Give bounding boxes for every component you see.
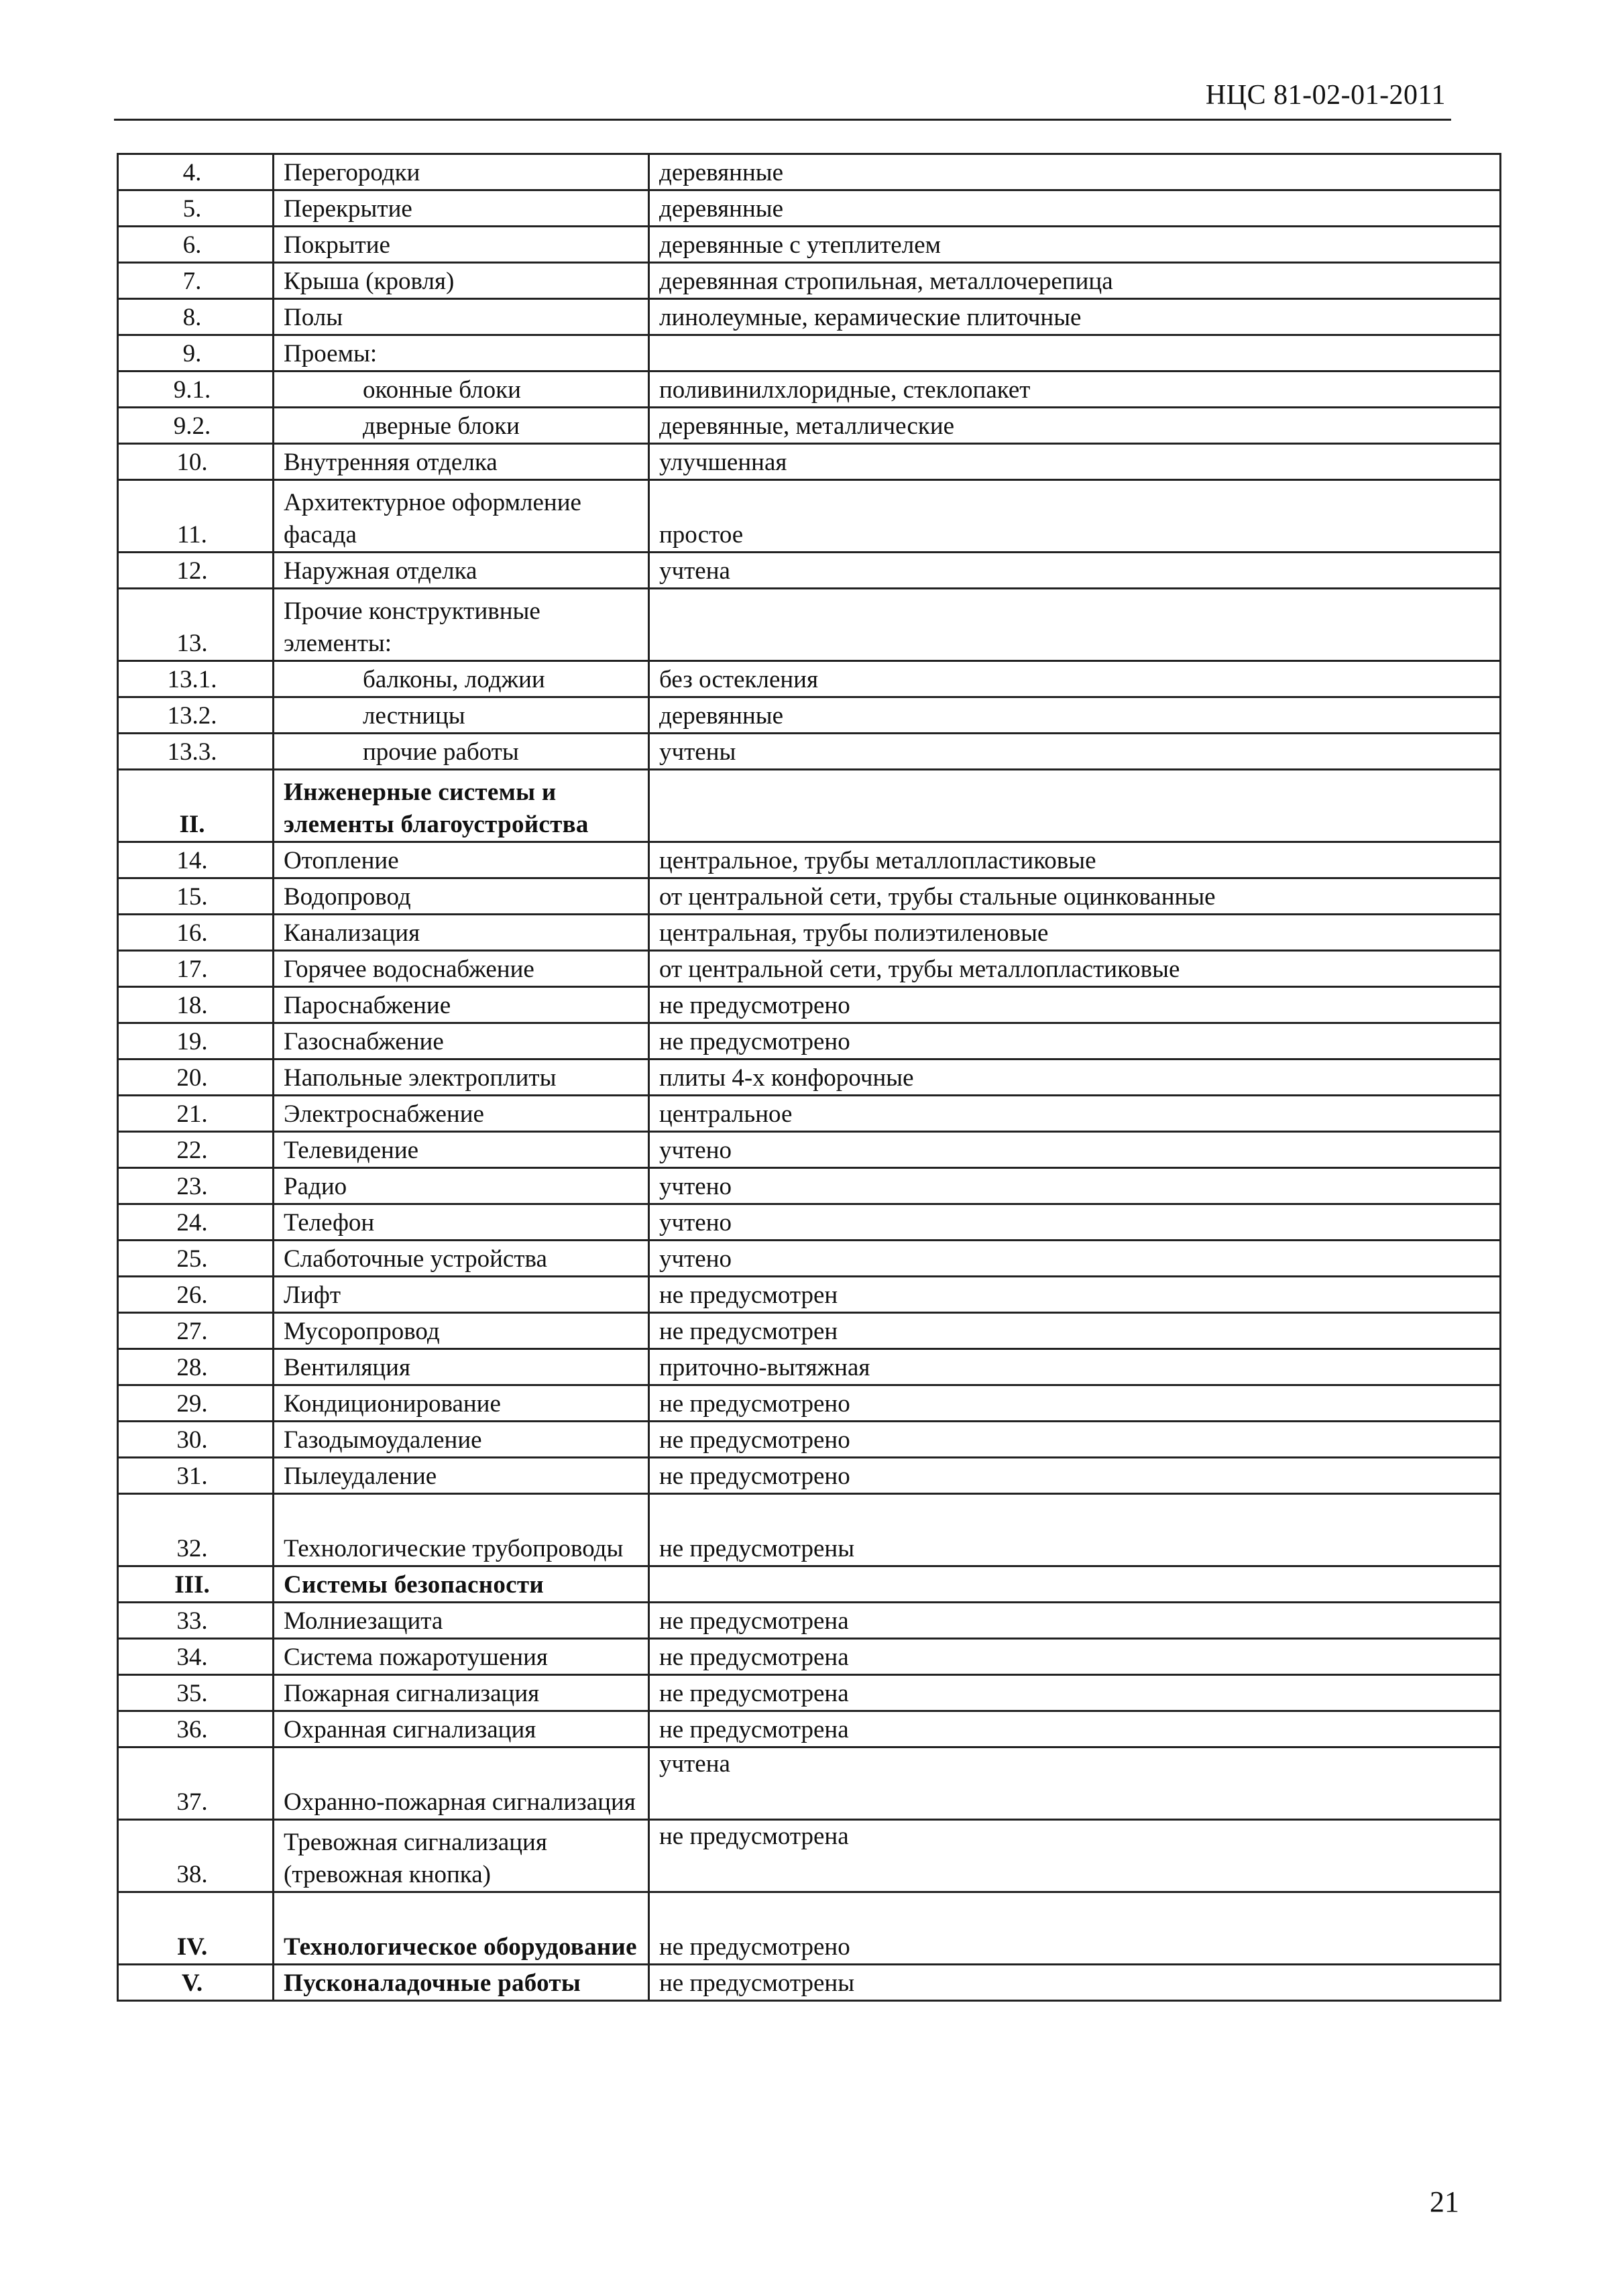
element-value: улучшенная: [649, 444, 1501, 480]
element-name: балконы, лоджии: [274, 661, 649, 697]
row-number: 5.: [118, 190, 274, 227]
element-value: не предусмотрено: [649, 1892, 1501, 1965]
table-row: [118, 1639, 1501, 1675]
element-value: центральная, трубы полиэтиленовые: [649, 915, 1501, 951]
table-row: [118, 1494, 1501, 1566]
element-name: Радио: [274, 1168, 649, 1204]
row-number: 35.: [118, 1675, 274, 1711]
row-number: 25.: [118, 1241, 274, 1277]
element-value: не предусмотрено: [649, 1458, 1501, 1494]
element-name: Вентиляция: [274, 1349, 649, 1385]
element-name: Покрытие: [274, 227, 649, 263]
element-value: деревянные: [649, 154, 1501, 190]
element-name: Пылеудаление: [274, 1458, 649, 1494]
table-row: [118, 842, 1501, 878]
table-row: [118, 661, 1501, 697]
document-code: НЦС 81-02-01-2011: [1205, 80, 1446, 111]
row-number: 30.: [118, 1422, 274, 1458]
table-row: [118, 1385, 1501, 1422]
element-value: линолеумные, керамические плиточные: [649, 299, 1501, 335]
element-value: не предусмотрено: [649, 1023, 1501, 1059]
row-number: 23.: [118, 1168, 274, 1204]
element-value: учтено: [649, 1168, 1501, 1204]
element-name: Газоснабжение: [274, 1023, 649, 1059]
row-number: 26.: [118, 1277, 274, 1313]
element-value: деревянные: [649, 697, 1501, 734]
table-row: [118, 1349, 1501, 1385]
table-row: [118, 1096, 1501, 1132]
row-number: IV.: [118, 1892, 274, 1965]
table-row: [118, 1422, 1501, 1458]
row-number: 18.: [118, 987, 274, 1023]
element-value: деревянные с утеплителем: [649, 227, 1501, 263]
element-name: оконные блоки: [274, 371, 649, 408]
table-row: [118, 1023, 1501, 1059]
element-name: Газодымоудаление: [274, 1422, 649, 1458]
element-value: [649, 589, 1501, 661]
table-row: [118, 878, 1501, 915]
row-number: III.: [118, 1566, 274, 1603]
row-number: 13.1.: [118, 661, 274, 697]
table-row: [118, 1711, 1501, 1747]
page-number: 21: [1430, 2185, 1459, 2218]
element-name: Пароснабжение: [274, 987, 649, 1023]
element-value: от центральной сети, трубы стальные оцинкованные: [649, 878, 1501, 915]
element-value: центральное: [649, 1096, 1501, 1132]
row-number: 14.: [118, 842, 274, 878]
row-number: 24.: [118, 1204, 274, 1241]
row-number: 9.: [118, 335, 274, 371]
element-value: деревянные: [649, 190, 1501, 227]
element-name: Проемы:: [274, 335, 649, 371]
table-row: [118, 1132, 1501, 1168]
row-number: 8.: [118, 299, 274, 335]
element-value: не предусмотрена: [649, 1603, 1501, 1639]
row-number: 11.: [118, 480, 274, 553]
table-row: [118, 1277, 1501, 1313]
element-value: не предусмотрено: [649, 1385, 1501, 1422]
specification-table: [117, 153, 1501, 2002]
section-row: [118, 1566, 1501, 1603]
table-row: [118, 1241, 1501, 1277]
element-name: Мусоропровод: [274, 1313, 649, 1349]
table-row: [118, 263, 1501, 299]
row-number: 16.: [118, 915, 274, 951]
row-number: 4.: [118, 154, 274, 190]
row-number: 9.2.: [118, 408, 274, 444]
element-value: учтено: [649, 1204, 1501, 1241]
element-name: Пусконаладочные работы: [274, 1965, 649, 2001]
row-number: 27.: [118, 1313, 274, 1349]
element-name: Слаботочные устройства: [274, 1241, 649, 1277]
element-name: Архитектурное оформление фасада: [274, 480, 649, 553]
element-value: простое: [649, 480, 1501, 553]
row-number: 12.: [118, 553, 274, 589]
row-number: 15.: [118, 878, 274, 915]
table-row: [118, 987, 1501, 1023]
table-row: [118, 480, 1501, 553]
table-row: [118, 371, 1501, 408]
element-name: Охранная сигнализация: [274, 1711, 649, 1747]
element-value: поливинилхлоридные, стеклопакет: [649, 371, 1501, 408]
element-value: не предусмотрены: [649, 1494, 1501, 1566]
element-value: учтена: [649, 1747, 1501, 1820]
table-row: [118, 1313, 1501, 1349]
row-number: 31.: [118, 1458, 274, 1494]
table-row: [118, 1204, 1501, 1241]
element-value: учтено: [649, 1241, 1501, 1277]
row-number: 9.1.: [118, 371, 274, 408]
element-value: не предусмотрена: [649, 1820, 1501, 1892]
element-value: учтена: [649, 553, 1501, 589]
table-row: [118, 227, 1501, 263]
row-number: V.: [118, 1965, 274, 2001]
element-name: Внутренняя отделка: [274, 444, 649, 480]
specification-table-body: [118, 154, 1501, 2001]
element-value: [649, 1566, 1501, 1603]
element-name: Системы безопасности: [274, 1566, 649, 1603]
table-row: [118, 734, 1501, 770]
row-number: 37.: [118, 1747, 274, 1820]
table-row: [118, 697, 1501, 734]
element-value: не предусмотрено: [649, 1422, 1501, 1458]
row-number: 7.: [118, 263, 274, 299]
element-name: Канализация: [274, 915, 649, 951]
row-number: 13.2.: [118, 697, 274, 734]
element-name: Водопровод: [274, 878, 649, 915]
element-value: центральное, трубы металлопластиковые: [649, 842, 1501, 878]
element-name: Технологические трубопроводы: [274, 1494, 649, 1566]
row-number: 20.: [118, 1059, 274, 1096]
row-number: 21.: [118, 1096, 274, 1132]
table-row: [118, 299, 1501, 335]
row-number: 32.: [118, 1494, 274, 1566]
row-number: 38.: [118, 1820, 274, 1892]
table-row: [118, 1458, 1501, 1494]
element-name: Технологическое оборудование: [274, 1892, 649, 1965]
element-name: Перегородки: [274, 154, 649, 190]
element-value: не предусмотрен: [649, 1313, 1501, 1349]
table-row: [118, 408, 1501, 444]
element-value: не предусмотрено: [649, 987, 1501, 1023]
element-value: учтено: [649, 1132, 1501, 1168]
element-name: Прочие конструктивные элементы:: [274, 589, 649, 661]
table-row: [118, 1675, 1501, 1711]
row-number: 33.: [118, 1603, 274, 1639]
section-row: [118, 770, 1501, 842]
element-value: приточно-вытяжная: [649, 1349, 1501, 1385]
section-row: [118, 1892, 1501, 1965]
table-row: [118, 154, 1501, 190]
element-name: Перекрытие: [274, 190, 649, 227]
row-number: 17.: [118, 951, 274, 987]
element-value: не предусмотрен: [649, 1277, 1501, 1313]
element-name: Телевидение: [274, 1132, 649, 1168]
element-name: Молниезащита: [274, 1603, 649, 1639]
element-name: Полы: [274, 299, 649, 335]
element-name: Пожарная сигнализация: [274, 1675, 649, 1711]
page-header: [114, 79, 1451, 121]
element-value: учтены: [649, 734, 1501, 770]
row-number: 22.: [118, 1132, 274, 1168]
row-number: 13.: [118, 589, 274, 661]
row-number: 19.: [118, 1023, 274, 1059]
element-value: не предусмотрена: [649, 1711, 1501, 1747]
table-row: [118, 1168, 1501, 1204]
element-name: Кондиционирование: [274, 1385, 649, 1422]
table-row: [118, 1747, 1501, 1820]
element-name: Тревожная сигнализация (тревожная кнопка): [274, 1820, 649, 1892]
table-row: [118, 1059, 1501, 1096]
table-row: [118, 335, 1501, 371]
table-row: [118, 444, 1501, 480]
element-value: деревянная стропильная, металлочерепица: [649, 263, 1501, 299]
element-name: Лифт: [274, 1277, 649, 1313]
row-number: II.: [118, 770, 274, 842]
element-name: Горячее водоснабжение: [274, 951, 649, 987]
table-row: [118, 951, 1501, 987]
element-value: не предусмотрена: [649, 1675, 1501, 1711]
element-value: плиты 4-х конфорочные: [649, 1059, 1501, 1096]
element-name: Отопление: [274, 842, 649, 878]
element-value: [649, 770, 1501, 842]
table-row: [118, 589, 1501, 661]
row-number: 6.: [118, 227, 274, 263]
element-name: Напольные электроплиты: [274, 1059, 649, 1096]
element-name: Электроснабжение: [274, 1096, 649, 1132]
element-value: без остекления: [649, 661, 1501, 697]
table-row: [118, 190, 1501, 227]
element-name: Наружная отделка: [274, 553, 649, 589]
row-number: 28.: [118, 1349, 274, 1385]
section-row: [118, 1965, 1501, 2001]
table-row: [118, 1603, 1501, 1639]
element-value: от центральной сети, трубы металлопластиковые: [649, 951, 1501, 987]
element-name: лестницы: [274, 697, 649, 734]
table-row: [118, 915, 1501, 951]
element-name: Система пожаротушения: [274, 1639, 649, 1675]
table-row: [118, 553, 1501, 589]
table-row: [118, 1820, 1501, 1892]
row-number: 13.3.: [118, 734, 274, 770]
element-name: прочие работы: [274, 734, 649, 770]
element-name: Инженерные системы и элементы благоустройства: [274, 770, 649, 842]
element-value: не предусмотрены: [649, 1965, 1501, 2001]
element-value: деревянные, металлические: [649, 408, 1501, 444]
row-number: 29.: [118, 1385, 274, 1422]
row-number: 10.: [118, 444, 274, 480]
element-name: Телефон: [274, 1204, 649, 1241]
element-value: [649, 335, 1501, 371]
row-number: 36.: [118, 1711, 274, 1747]
element-name: дверные блоки: [274, 408, 649, 444]
element-value: не предусмотрена: [649, 1639, 1501, 1675]
element-name: Охранно-пожарная сигнализация: [274, 1747, 649, 1820]
row-number: 34.: [118, 1639, 274, 1675]
element-name: Крыша (кровля): [274, 263, 649, 299]
